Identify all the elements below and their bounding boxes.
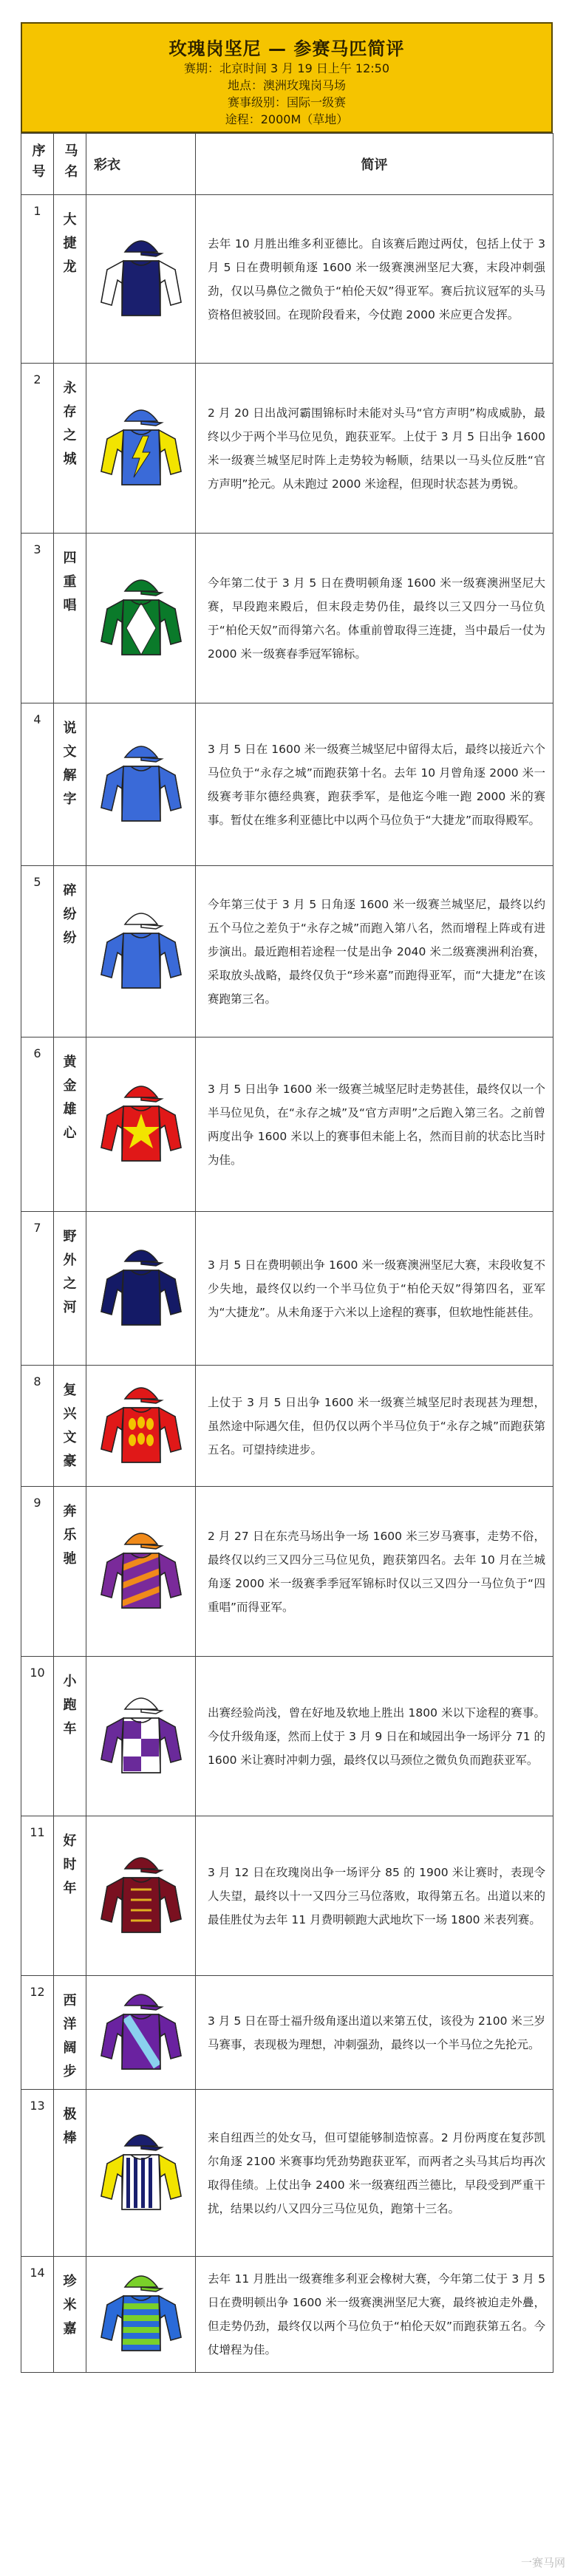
horse-number: 5: [21, 866, 54, 1037]
silk-cell: [86, 1816, 196, 1976]
jersey-icon: [87, 1241, 194, 1337]
horse-name: [54, 1212, 86, 1366]
jersey-icon: [87, 2125, 194, 2221]
horse-comment: 上仗于 3 月 5 日出争 1600 米一级赛兰城坚尼时表现甚为理想，虽然途中际遇欠佳，但仍仅以两个半马位负于“永存之城”而跑获第五名。可望持续进步。: [196, 1366, 553, 1487]
horse-number: 7: [21, 1212, 54, 1366]
horse-number: 8: [21, 1366, 54, 1487]
race-date: 赛期：北京时间 3 月 19 日上午 12:50: [183, 61, 390, 75]
horse-name-char: 金: [63, 1078, 77, 1094]
horse-name: [54, 2257, 86, 2373]
horse-name-char: 心: [63, 1125, 77, 1141]
table-row: [21, 195, 553, 364]
silk-cell: [86, 1366, 196, 1487]
race-title: 玫瑰岗坚尼 — 参赛马匹简评: [168, 38, 405, 59]
silk-cell: [86, 2257, 196, 2373]
jersey-icon: [87, 2266, 194, 2362]
horse-name-char: 解: [63, 768, 77, 783]
horse-name: [54, 1037, 86, 1212]
horse-name-char: 步: [63, 2064, 77, 2079]
horse-name-char: 龙: [63, 259, 77, 275]
horse-comment: 去年 10 月胜出维多利亚德比。自该赛后跑过两仗，包括上仗于 3 月 5 日在费明顿角逐 1600 米一级赛澳洲坚尼大赛，末段冲刺强劲，仅以马鼻位之微负于“柏伦天奴”得亚军。赛后抗议冠军的头马资格但被驳回。在现阶段看来，今仗跑 2000 米应更合发挥。: [196, 195, 553, 364]
horse-number: 9: [21, 1487, 54, 1657]
jersey-icon: [87, 570, 194, 667]
horse-comment: 3 月 5 日出争 1600 米一级赛兰城坚尼时走势甚佳，最终仅以一个半马位见负，在“永存之城”及“官方声明”之后跑入第三名。之前曾两度出争 1600 米以上的赛事但未能上名，然而目前的状态比当时为佳。: [196, 1037, 553, 1212]
jersey-icon: [87, 1077, 194, 1173]
jersey-icon: [87, 1848, 194, 1944]
horse-comment: 3 月 12 日在玫瑰岗出争一场评分 85 的 1900 米让赛时，表现令人失望，最终以十一又四分三马位落败，取得第五名。出道以来的最佳胜仗为去年 11 月费明顿跑大武地坎下一场 1800 米表列赛。: [196, 1816, 553, 1976]
horse-name-char: 纷: [63, 930, 77, 946]
horse-name-char: 时: [63, 1857, 77, 1873]
horse-name-char: 捷: [63, 236, 77, 251]
table-row: [21, 1037, 553, 1212]
table-row: [21, 364, 553, 534]
horse-name-char: 兴: [63, 1406, 77, 1422]
horse-name-char: 珍: [63, 2274, 77, 2289]
horse-name-char: 河: [63, 1300, 77, 1315]
horse-name-char: 四: [63, 551, 77, 566]
silk-cell: [86, 866, 196, 1037]
horse-name-char: 文: [63, 1430, 77, 1445]
jersey-icon: [87, 737, 194, 833]
horse-name-char: 文: [63, 744, 77, 760]
horse-name-char: 说: [63, 720, 77, 736]
horse-name-char: 重: [63, 574, 77, 590]
horse-name-char: 洋: [63, 2017, 77, 2032]
silk-cell: [86, 703, 196, 866]
horse-name-char: 存: [63, 404, 77, 420]
jersey-icon: [87, 1378, 194, 1474]
horse-name-char: 之: [63, 1276, 77, 1292]
horse-name: [54, 1487, 86, 1657]
horse-name-char: 奔: [63, 1504, 77, 1519]
watermark: 一赛马网: [520, 2556, 565, 2569]
horse-comment: 3 月 5 日在哥士福升级角逐出道以来第五仗，该役为 2100 米三岁马赛事，表现极为理想，冲刺强劲，最终以一个半马位之先抡元。: [196, 1976, 553, 2090]
table-row: [21, 1816, 553, 1976]
horse-name-char: 小: [63, 1674, 77, 1689]
silk-cell: [86, 1487, 196, 1657]
column-header-comment: 简评: [196, 134, 553, 195]
horse-name-char: 黄: [63, 1054, 77, 1070]
horse-table: [21, 133, 553, 2373]
horse-number: 12: [21, 1976, 54, 2090]
silk-cell: [86, 1657, 196, 1816]
table-row: [21, 1657, 553, 1816]
horse-name-char: 字: [63, 791, 77, 807]
horse-name-char: 车: [63, 1721, 77, 1737]
table-row: [21, 866, 553, 1037]
horse-name-char: 碎: [63, 883, 77, 899]
horse-name-char: 乐: [63, 1527, 77, 1543]
horse-comment: 2 月 20 日出战河霸围锦标时未能对头马“官方声明”构成威胁，最终以少于两个半马位见负，跑获亚军。上仗于 3 月 5 日出争 1600 米一级赛兰城坚尼时阵上走势较为畅顺，结果以一马头位反胜“官方声明”抡元。从未跑过 2000 米途程，但现时状态甚为勇锐。: [196, 364, 553, 534]
race-grade: 赛事级别：国际一级赛: [227, 95, 346, 109]
table-row: [21, 2257, 553, 2373]
column-header-name: 马名: [54, 134, 86, 195]
horse-name-char: 唱: [63, 598, 77, 613]
horse-comment: 3 月 5 日在费明顿出争 1600 米一级赛澳洲坚尼大赛，末段收复不少失地，最终仅以约一个半马位负于“柏伦天奴”得第四名，亚军为“大捷龙”。从未角逐于六米以上途程的赛事，但软地性能甚佳。: [196, 1212, 553, 1366]
horse-name-char: 之: [63, 428, 77, 443]
silk-cell: [86, 1037, 196, 1212]
horse-name: [54, 1976, 86, 2090]
horse-number: 6: [21, 1037, 54, 1212]
jersey-icon: [87, 231, 194, 327]
horse-comment: 3 月 5 日在 1600 米一级赛兰城坚尼中留得太后，最终以接近六个马位负于“永存之城”而跑获第十名。去年 10 月曾角逐 2000 米一级赛考菲尔德经典赛，跑获季军，是他迄今唯一跑 2000 米的赛事。暂仗在维多利亚德比中以两个马位负于“大捷龙”而取得殿军。: [196, 703, 553, 866]
page: [21, 0, 553, 2373]
horse-name: [54, 364, 86, 534]
table-row: [21, 2090, 553, 2257]
race-distance: 途程：2000M（草地）: [225, 112, 349, 126]
horse-number: 3: [21, 534, 54, 703]
horse-number: 13: [21, 2090, 54, 2257]
table-row: [21, 703, 553, 866]
horse-name-char: 跑: [63, 1697, 77, 1713]
jersey-icon: [87, 904, 194, 1000]
horse-name-char: 野: [63, 1229, 77, 1244]
horse-number: 10: [21, 1657, 54, 1816]
horse-comment: 今年第三仗于 3 月 5 日角逐 1600 米一级赛兰城坚尼，最终以约五个马位之差负于“永存之城”而跑入第八名，然而增程上阵或有进步演出。最近跑相若途程一仗是出争 2040 米二级赛澳洲利治赛，采取放头战略，最终仅负于“珍米嘉”而跑得亚军，而“大捷龙”在该赛跑第三名。: [196, 866, 553, 1037]
horse-comment: 来自纽西兰的处女马，但可望能够制造惊喜。2 月份两度在复莎凯尔角逐 2100 米赛事均凭劲势跑获亚军，而两者之头马其后均再次取得佳绩。上仗出争 2400 米一级赛纽西兰德比，早段受到严重干扰，结果以约八又四分三马位见负，跑第十三名。: [196, 2090, 553, 2257]
horse-name: [54, 1816, 86, 1976]
table-row: [21, 1976, 553, 2090]
horse-name: [54, 1366, 86, 1487]
horse-name-char: 雄: [63, 1102, 77, 1117]
horse-rows: [21, 195, 553, 2373]
horse-name: [54, 866, 86, 1037]
horse-name-char: 城: [63, 452, 77, 467]
table-row: [21, 534, 553, 703]
silk-cell: [86, 534, 196, 703]
silk-cell: [86, 2090, 196, 2257]
horse-number: 11: [21, 1816, 54, 1976]
horse-name-char: 嘉: [63, 2321, 77, 2337]
horse-name-char: 极: [63, 2107, 77, 2122]
horse-name-char: 年: [63, 1881, 77, 1896]
silk-cell: [86, 1212, 196, 1366]
horse-name-char: 豪: [63, 1454, 77, 1469]
race-venue: 地点：澳洲玫瑰岗马场: [227, 78, 346, 92]
horse-name-char: 阔: [63, 2040, 77, 2056]
column-header-silk: 彩衣: [86, 134, 196, 195]
horse-comment: 今年第二仗于 3 月 5 日在费明顿角逐 1600 米一级赛澳洲坚尼大赛，早段跑来殿后，但末段走势仍佳，最终以三又四分一马位负于“柏伦天奴”而得第六名。体重前曾取得三连捷，当中最后一仗为 2000 米一级赛春季冠军锦标。: [196, 534, 553, 703]
horse-name: [54, 195, 86, 364]
horse-name: [54, 2090, 86, 2257]
table-row: [21, 1212, 553, 1366]
jersey-icon: [87, 1985, 194, 2081]
horse-number: 2: [21, 364, 54, 534]
horse-name-char: 永: [63, 381, 77, 396]
horse-number: 4: [21, 703, 54, 866]
horse-name: [54, 1657, 86, 1816]
horse-name: [54, 703, 86, 866]
silk-cell: [86, 364, 196, 534]
jersey-icon: [87, 1524, 194, 1620]
horse-name-char: 纷: [63, 907, 77, 922]
horse-name-char: 复: [63, 1383, 77, 1398]
horse-name: [54, 534, 86, 703]
horse-number: 1: [21, 195, 54, 364]
horse-name-char: 驰: [63, 1551, 77, 1567]
jersey-icon: [87, 401, 194, 497]
table-row: [21, 1366, 553, 1487]
table-header-row: [21, 134, 553, 195]
horse-comment: 2 月 27 日在东壳马场出争一场 1600 米三岁马赛事，走势不俗，最终仅以约三又四分三马位见负，跑获第四名。去年 10 月在兰城角逐 2000 米一级赛季季冠军锦标时仅以三又四分一马位负于“四重唱”而得亚军。: [196, 1487, 553, 1657]
silk-cell: [86, 1976, 196, 2090]
horse-comment: 去年 11 月胜出一级赛维多利亚会橡树大赛，今年第二仗于 3 月 5 日在费明顿出争 1600 米一级赛澳洲坚尼大赛，最终被迫走外疊，但走势仍劲，最终仅以两个马位负于“柏伦天奴”而跑获第五名。今仗增程为佳。: [196, 2257, 553, 2373]
horse-name-char: 西: [63, 1993, 77, 2008]
horse-name-char: 棒: [63, 2130, 77, 2146]
horse-name-char: 米: [63, 2297, 77, 2313]
jersey-icon: [87, 1689, 194, 1785]
silk-cell: [86, 195, 196, 364]
horse-number: 14: [21, 2257, 54, 2373]
column-header-num: 序号: [21, 134, 54, 195]
horse-comment: 出赛经验尚浅，曾在好地及软地上胜出 1800 米以下途程的赛事。今仗升级角逐，然而上仗于 3 月 9 日在和域园出争一场评分 71 的 1600 米让赛时冲刺力强，最终仅以马颈位之微负负而跑获亚军。: [196, 1657, 553, 1816]
horse-name-char: 外: [63, 1253, 77, 1268]
race-header: [21, 22, 553, 133]
horse-name-char: 大: [63, 212, 77, 228]
table-row: [21, 1487, 553, 1657]
horse-name-char: 好: [63, 1833, 77, 1849]
